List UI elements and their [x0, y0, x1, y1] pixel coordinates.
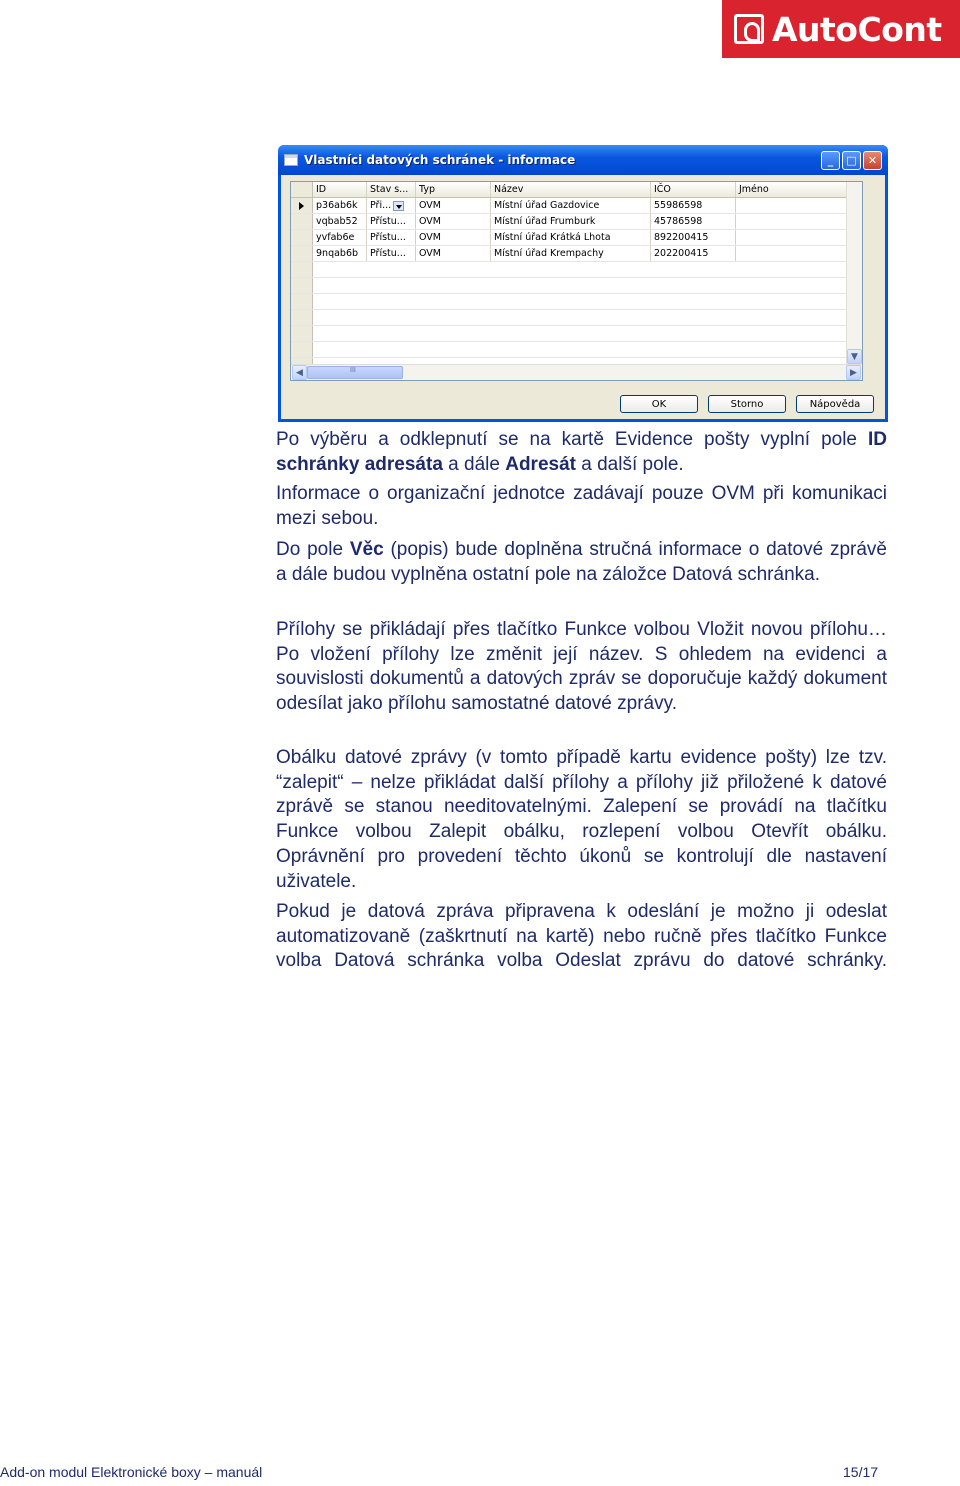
- paragraph-org-unit: Informace o organizační jednotce zadávají pouze OVM při komunikaci mezi sebou.: [276, 483, 887, 529]
- column-header-id[interactable]: ID: [313, 182, 367, 197]
- p1-bold-adresat: Adresát: [505, 453, 576, 475]
- column-header-jmeno[interactable]: Jméno: [739, 184, 769, 195]
- cell-jmeno: [736, 230, 863, 245]
- cell-id: 9nqab6b: [313, 246, 367, 261]
- scroll-down-icon[interactable]: ▼: [847, 349, 862, 364]
- footer-title: Add-on modul Elektronické boxy – manuál: [0, 1464, 263, 1480]
- cell-id: vqbab52: [313, 214, 367, 229]
- cell-typ: OVM: [416, 198, 491, 213]
- cancel-button[interactable]: Storno: [708, 395, 786, 413]
- p1-text-e: a další pole.: [575, 453, 684, 475]
- cell-stav-value: Při...: [370, 200, 392, 211]
- cell-nazev: Místní úřad Krátká Lhota: [491, 230, 651, 245]
- maximize-icon[interactable]: □: [842, 151, 861, 170]
- empty-row[interactable]: [291, 310, 862, 326]
- p3-text-c: (popis) bude doplněna stručná informace o datové zprávě a dále budou vyplněna ostatní pole na záložce Datová schránka.: [276, 539, 887, 585]
- paragraph-subject: [276, 538, 887, 587]
- column-header-nazev[interactable]: Název: [491, 182, 651, 197]
- dropdown-arrow-icon[interactable]: [393, 201, 404, 211]
- row-selector: [291, 214, 313, 229]
- empty-row[interactable]: [291, 262, 862, 278]
- window-titlebar: [278, 145, 888, 175]
- cell-ico: 892200415: [651, 230, 736, 245]
- cell-ico: 45786598: [651, 214, 736, 229]
- scroll-thumb-grip: III: [350, 367, 356, 374]
- header-rowselector: [291, 182, 313, 197]
- page-number: 15/17: [843, 1464, 879, 1480]
- window-client: [281, 175, 885, 419]
- cell-jmeno: [736, 214, 863, 229]
- column-header-ico[interactable]: IČO: [651, 182, 736, 197]
- paragraph-selection: [276, 428, 887, 477]
- cell-stav: Přístu...: [367, 214, 416, 229]
- paragraph-send: Pokud je datová zpráva připravena k odeslání je možno ji odeslat automatizovaně (zaškrtnutí na kartě) nebo ručně přes tlačítko Funkce volba Datová schránka volba Odeslat zprávu do datové schránky.: [276, 901, 887, 972]
- minimize-icon[interactable]: _: [821, 151, 840, 170]
- paragraph-attachments: Přílohy se přikládají přes tlačítko Funkce volbou Vložit novou přílohu… Po vložení přílohy lze změnit její název. S ohledem na evidenci a souvislosti dokumentů a datových zpráv se doporučuje každý dokument odesílat jako přílohu samostatné datové zprávy.: [276, 619, 887, 715]
- p3-bold-vec: Věc: [349, 539, 384, 560]
- p1-bold-id: ID schránky adresáta: [276, 429, 887, 475]
- table-row[interactable]: [291, 214, 862, 230]
- window-table-icon: [284, 154, 298, 166]
- scroll-right-icon[interactable]: ▶: [846, 365, 861, 380]
- cell-nazev: Místní úřad Frumburk: [491, 214, 651, 229]
- cell-id: yvfab6e: [313, 230, 367, 245]
- cell-id: p36ab6k: [313, 198, 367, 213]
- scroll-thumb[interactable]: [307, 366, 403, 379]
- help-button[interactable]: Nápověda: [796, 395, 874, 413]
- close-icon[interactable]: ✕: [863, 151, 882, 170]
- row-selector: [291, 246, 313, 261]
- scroll-left-icon[interactable]: ◀: [292, 365, 307, 380]
- column-header-stav[interactable]: Stav s...: [367, 182, 416, 197]
- row-selector: [291, 342, 313, 357]
- table-row[interactable]: [291, 246, 862, 262]
- cell-jmeno: [736, 198, 863, 213]
- cell-ico: 202200415: [651, 246, 736, 261]
- p3-text-a: Do pole: [276, 539, 350, 560]
- row-selector: [291, 230, 313, 245]
- cell-typ: OVM: [416, 246, 491, 261]
- logo-text: AutoCont: [772, 9, 942, 49]
- empty-row[interactable]: [291, 342, 862, 358]
- ok-button[interactable]: OK: [620, 395, 698, 413]
- vertical-scrollbar[interactable]: [846, 182, 862, 364]
- cell-typ: OVM: [416, 230, 491, 245]
- empty-row[interactable]: [291, 326, 862, 342]
- row-selector: [291, 262, 313, 277]
- p1-text-a: Po výběru a odklepnutí se na kartě Evidence pošty vyplní pole: [276, 429, 868, 450]
- autocont-logo: [722, 0, 960, 58]
- horizontal-scrollbar[interactable]: [291, 364, 862, 380]
- paragraph-envelope: Obálku datové zprávy (v tomto případě kartu evidence pošty) lze tzv. “zalepit“ – nelze přikládat další přílohy a přílohy již přiložené k datové zprávě se stanou needitovatelnými. Zalepení se provádí na tlačítku Funkce volbou Zalepit obálku, rozlepení volbou Otevřít obálku. Oprávnění pro provedení těchto úkonů se kontrolují dle nastavení uživatele.: [276, 747, 887, 892]
- owners-window: [278, 145, 888, 422]
- row-selector: [291, 310, 313, 325]
- cell-stav: Přístu...: [367, 246, 416, 261]
- window-title: Vlastníci datových schránek - informace: [304, 153, 576, 167]
- cell-jmeno: [736, 246, 863, 261]
- column-header-typ[interactable]: Typ: [416, 182, 491, 197]
- autocont-logo-mark: [734, 14, 764, 44]
- cell-typ: OVM: [416, 214, 491, 229]
- owners-grid: [290, 181, 863, 381]
- grid-header: [291, 182, 862, 198]
- empty-row[interactable]: [291, 294, 862, 310]
- cell-nazev: Místní úřad Krempachy: [491, 246, 651, 261]
- cell-ico: 55986598: [651, 198, 736, 213]
- table-row[interactable]: [291, 230, 862, 246]
- row-selector-current-icon: [291, 198, 313, 213]
- table-row[interactable]: [291, 198, 862, 214]
- empty-row[interactable]: [291, 278, 862, 294]
- row-selector: [291, 278, 313, 293]
- p1-text-c: a dále: [442, 453, 506, 475]
- cell-nazev: Místní úřad Gazdovice: [491, 198, 651, 213]
- cell-stav: Přístu...: [367, 230, 416, 245]
- row-selector: [291, 294, 313, 309]
- cell-stav[interactable]: [367, 198, 416, 213]
- row-selector: [291, 326, 313, 341]
